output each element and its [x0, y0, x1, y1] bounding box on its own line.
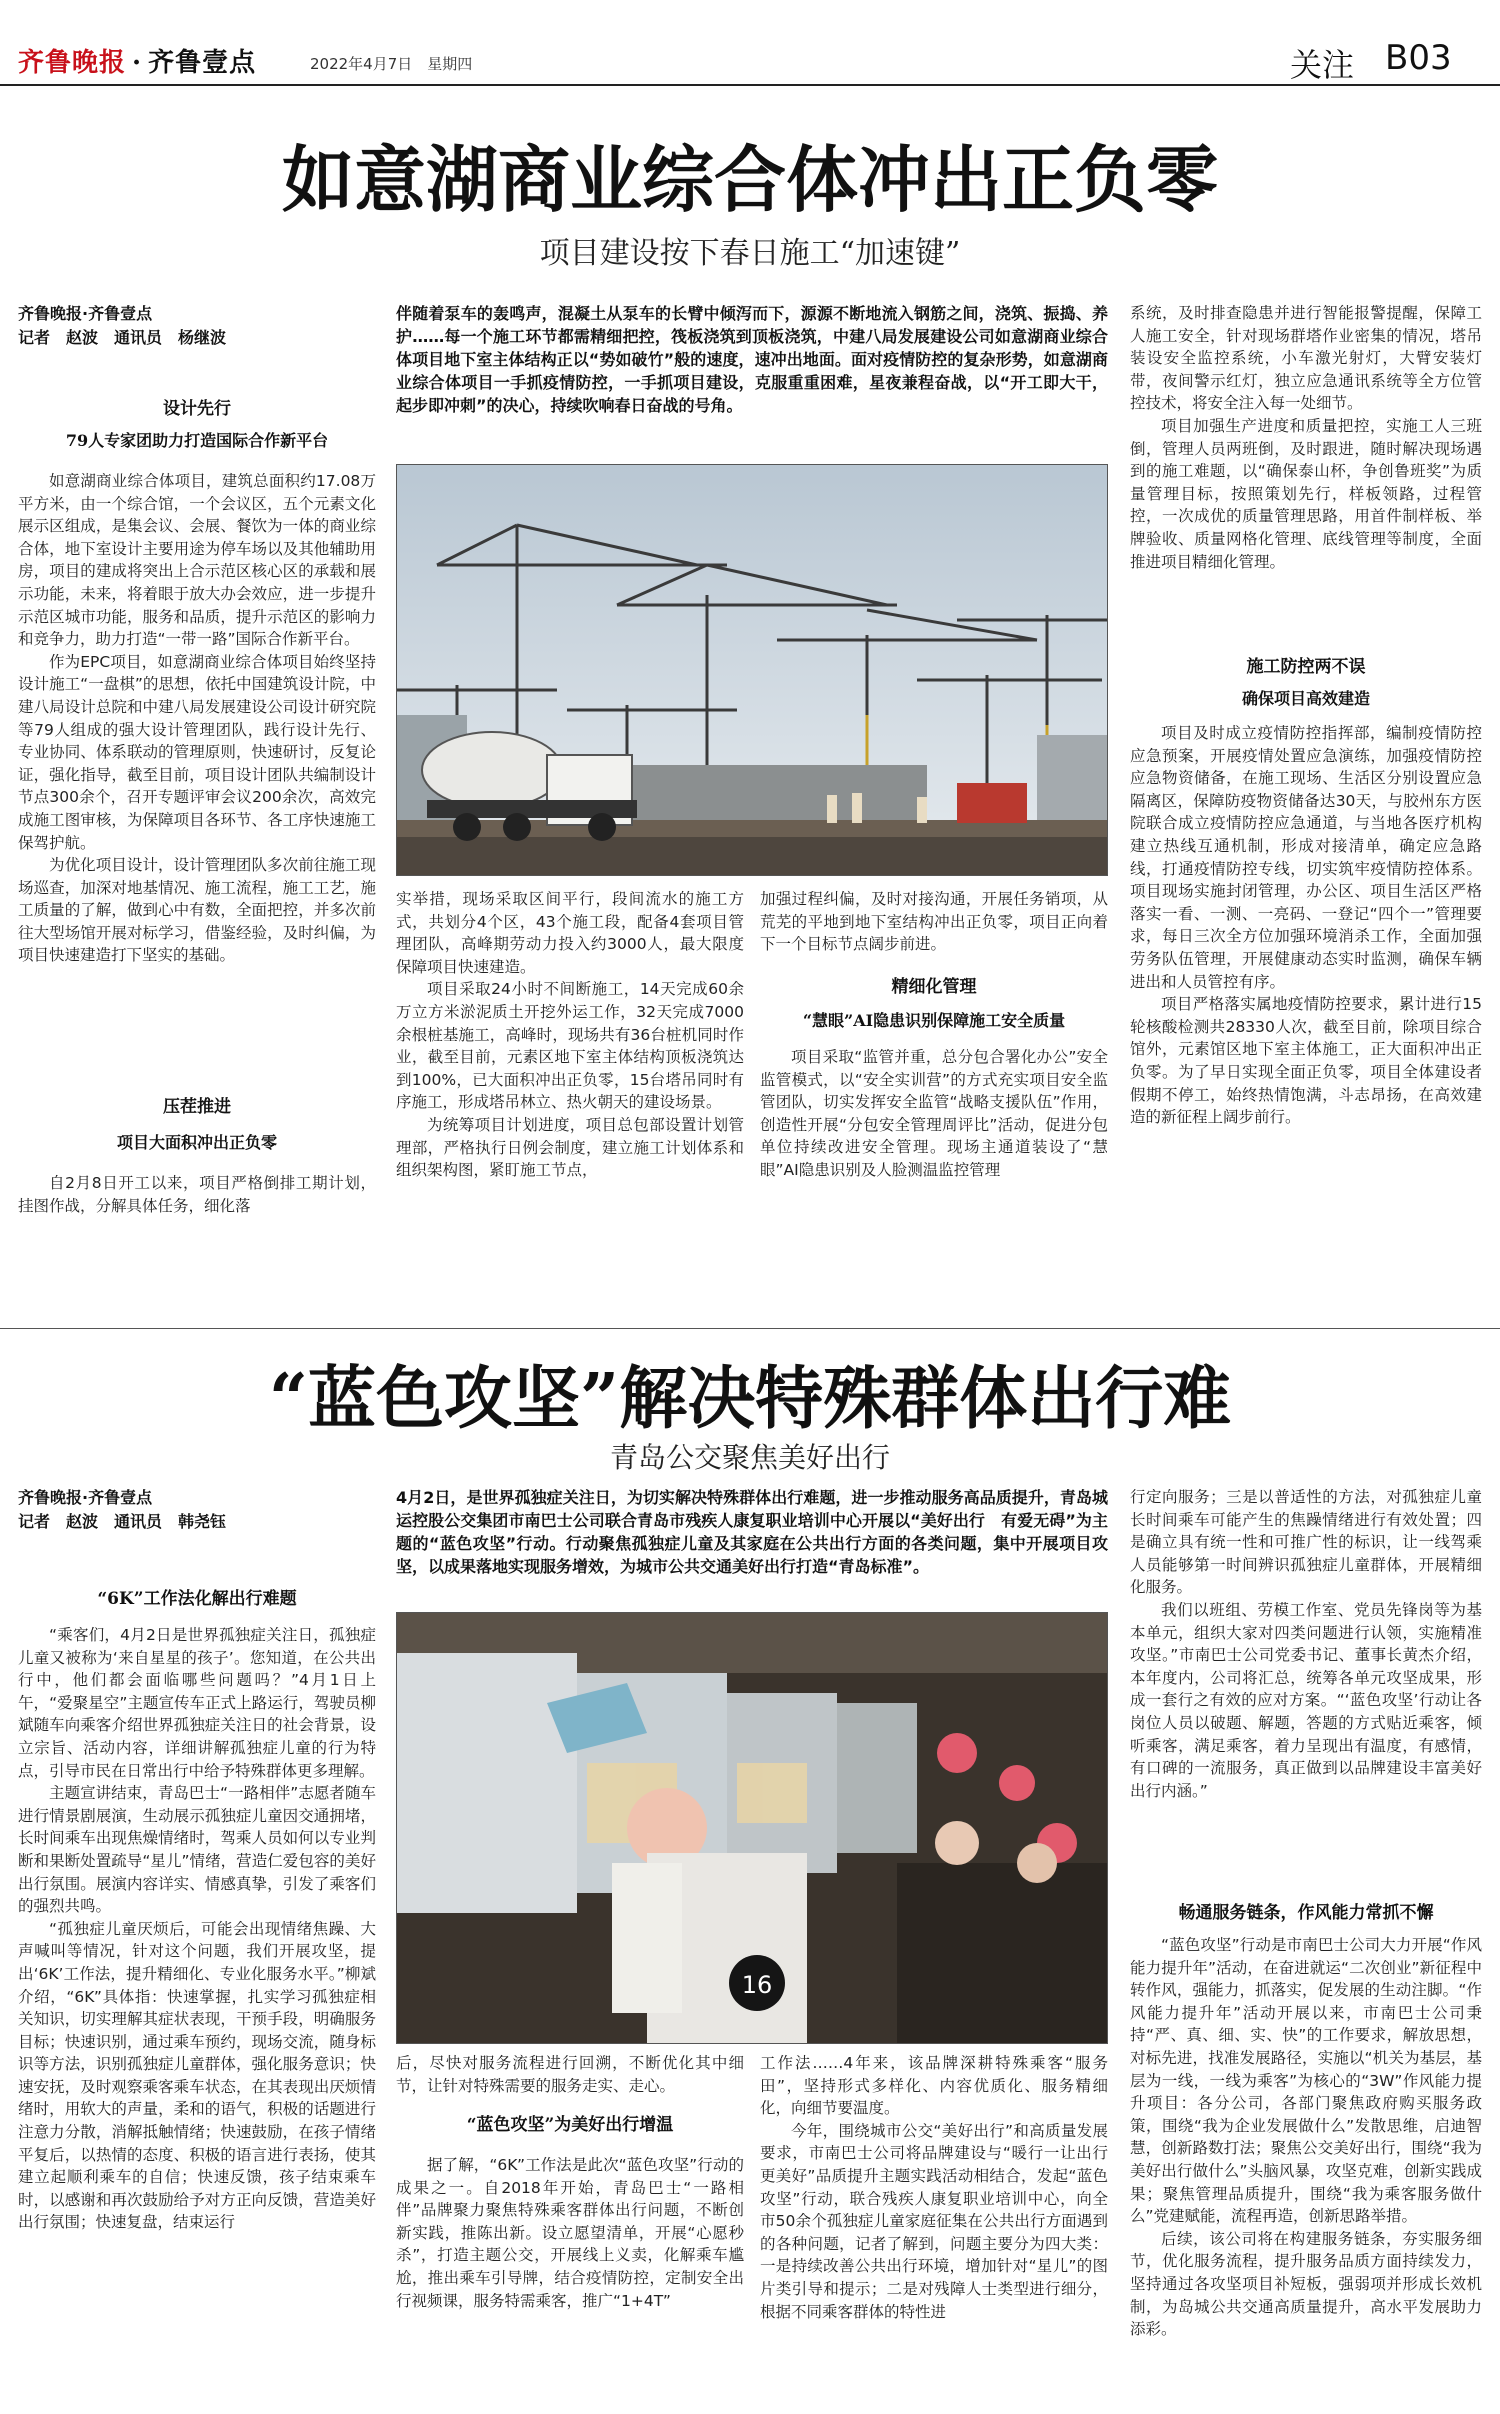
article1-sec1-subtitle: 79人专家团助力打造国际合作新平台 — [65, 431, 329, 450]
article1-column4-cont: 项目及时成立疫情防控指挥部，编制疫情防控应急预案，开展疫情处置应急演练，加强疫情防控应急物资储备，在施工现场、生活区分别设置应急隔离区，保障防疫物资储备达30天，与胶州东方医院联合成立疫情防控应急通道，与当地各医疗机构建立热线互通机制，形成对接清单，确定应急路线，打通疫情防控专线，切实筑牢疫情防控体系。项目现场实施封闭管理，办公区、项目生活区严格落实一看、一测、一亮码、一登记“四个一”管理要求，每日三次全方位加强环境消杀工作，全面加强劳务队伍管理，开展健康动态实时监测，确保车辆进出和人员管控有序。 项目严格落实属地疫情防控要求，累计进行15轮核酸检测共28330人次，截至目前，除项目综合馆外，元素馆区地下室主体施工，正大面积冲出正负零。为了早日实现全面正负零，项目全体建设者假期不停工，始终热情饱满，斗志昂扬，在高效建造的新征程上阔步前行。 — [1130, 724, 1482, 1127]
article1-column3: 加强过程纠偏，及时对接沟通，开展任务销项，从荒芜的平地到地下室结构冲出正负零，项目正向着下一个目标节点阔步前进。 — [760, 890, 1108, 954]
article2-lead: 4月2日，是世界孤独症关注日，为切实解决特殊群体出行难题，进一步推动服务高品质提升，青岛城运控股公交集团市南巴士公司联合青岛市残疾人康复职业培训中心开展以“美好出行 有爱无碍”为主题的“蓝色攻坚”行动。行动聚焦孤独症儿童及其家庭在公共出行方面的各类问题，集中开展项目攻坚，以成果落地实现服务增效，为城市公共交通美好出行打造“青岛标准”。 — [396, 1488, 1108, 1576]
article1-lead: 伴随着泵车的轰鸣声，混凝土从泵车的长臂中倾泻而下，源源不断地流入钢筋之间，浇筑、振捣、养护……每一个施工环节都需精细把控，筏板浇筑到顶板浇筑，中建八局发展建设公司如意湖商业综合体项目地下室主体结构正以“势如破竹”般的速度，速冲出地面。面对疫情防控的复杂形势，如意湖商业综合体项目一手抓疫情防控，一手抓项目建设，克服重重困难，星夜兼程奋战，以“开工即大干，起步即冲刺”的决心，持续吹响春日奋战的号角。 — [396, 304, 1108, 415]
article1-sec4-title: 施工防控两不误 — [1246, 657, 1366, 677]
article2-byline: 齐鲁晚报·齐鲁壹点 记者 赵波 通讯员 韩尧钰 — [18, 1488, 227, 1531]
page-number: B03 — [1385, 38, 1452, 78]
article1-sec4-subtitle: 确保项目高效建造 — [1241, 689, 1370, 708]
article2-column1: “乘客们，4月2日是世界孤独症关注日，孤独症儿童又被称为‘来自星星的孩子’。您知道，在公共出行中，他们都会面临哪些问题吗？”4月1日上午，“爱聚星空”主题宣传车正式上路运行，驾驶员柳斌随车向乘客介绍世界孤独症关注日的社会背景，设立宗旨、活动内容，详细讲解孤独症儿童的行为特点，引导市民在日常出行中给予特殊群体更多理解。 主题宣讲结束，青岛巴士“一路相伴”志愿者随车进行情景剧展演，生动展示孤独症儿童因交通拥堵，长时间乘车出现焦燥情绪时，驾乘人员如何以专业判断和果断处置疏导“星儿”情绪，营造仁爱包容的美好出行氛围。展演内容详实、情感真挚，引发了乘客们的强烈共鸣。 “孤独症儿童厌烦后，可能会出现情绪焦躁、大声喊叫等情况，针对这个问题，我们开展攻坚，提出‘6K’工作法，提升精细化、专业化服务水平。”柳斌介绍，“6K”具体指：快速掌握，扎实学习孤独症相关知识，切实理解其症状表现，干预手段，明确服务目标；快速识别，通过乘车预约，现场交流，随身标识等方法，识别孤独症儿童群体，强化服务意识；快速安抚，及时观察乘客乘车状态，在其表现出厌烦情绪时，用软大的声量，柔和的语气，积极的话题进行注意力分散，消解抵触情绪；快速鼓励，在孩子情绪平复后，以热情的态度、积极的语言进行表扬，使其建立起顺利乘车的自信；快速反馈，孩子结束乘车时，以感谢和再次鼓励给予对方正向反馈，营造美好出行氛围；快速复盘，结束运行 — [18, 1626, 376, 2232]
article1-column2: 实举措，现场采取区间平行，段间流水的施工方式，共划分4个区，43个施工段，配备4套项目管理团队，高峰期劳动力投入约3000人，最大限度保障项目快速建造。 项目采取24小时不间断施工，14天完成60余万立方米淤泥质土开挖外运工作，32天完成7000余根桩基施工，高峰时，现场共有36台桩机同时作业，截至目前，元素区地下室主体结构顶板浇筑达到100%，已大面积冲出正负零，15台塔吊同时有序施工，形成塔吊林立、热火朝天的建设场景。 为统筹项目计划进度，项目总包部设置计划管理部，严格执行日例会制度，建立施工计划体系和组织架构图，紧盯施工节点， — [396, 890, 744, 1180]
article2-sec2-title: “蓝色攻坚”为美好出行增温 — [466, 2115, 674, 2135]
construction-scene-icon — [397, 465, 1108, 876]
article2-column2-cont: 据了解，“6K”工作法是此次“蓝色攻坚”行动的成果之一。自2018年开始，青岛巴士“一路相伴”品牌聚力聚焦特殊乘客群体出行问题，不断创新实践，推陈出新。设立愿望清单，开展“心愿秒杀”，打造主题公交，开展线上义卖，化解乘车尴尬，推出乘车引导牌，结合疫情防控，定制安全出行视频课，服务特需乘客，推广“1+4T” — [396, 2156, 744, 2310]
section-name: 关注 — [1290, 46, 1355, 84]
bus-interior-scene-icon — [397, 1613, 1108, 2044]
issue-date: 2022年4月7日 星期四 — [310, 55, 473, 73]
article1-column1-cont: 自2月8日开工以来，项目严格倒排工期计划，挂图作战，分解具体任务，细化落 — [18, 1174, 376, 1215]
article2-column3: 工作法……4年来，该品牌深耕特殊乘客“服务田”，坚持形式多样化、内容优质化、服务精细化，向细节要温度。 今年，围绕城市公交“美好出行”和高质量发展要求，市南巴士公司将品牌建设与“暖行一让出行更美好”品质提升主题实践活动相结合，发起“蓝色攻坚”行动，联合残疾人康复职业培训中心，向全市50余个孤独症儿童家庭征集在公共出行方面遇到的各种问题，记者了解到，问题主要分为四大类：一是持续改善公共出行环境，增加针对“星儿”的图片类引导和提示；二是对残障人士类型进行细分，根据不同乘客群体的特性进 — [760, 2054, 1108, 2321]
article2-column4-cont: “蓝色攻坚”行动是市南巴士公司大力开展“作风能力提升年”活动，在奋进就运“二次创业”新征程中转作风，强能力，抓落实，促发展的生动注脚。“作风能力提升年”活动开展以来，市南巴士公司秉持“严、真、细、实、快”的工作要求，解放思想，对标先进，找准发展路径，实施以“机关为基层，基层为一线，一线为乘客”为核心的“3W”作风能力提升项目：各分公司，各部门聚焦政府购买服务政策，围绕“我为企业发展做什么”发散思维，启迪智慧，创新路数打法；聚焦公交美好出行，围绕“我为美好出行做什么”头脑风暴，攻坚克难，创新实践成果；聚焦管理品质提升，围绕“我为乘客服务做什么”党建赋能，流程再造，创新思路举措。 后续，该公司将在构建服务链条，夯实服务细节，优化服务流程，提升服务品质方面持续发力，坚持通过各攻坚项目补短板，强弱项并形成长效机制，为岛城公共交通高质量提升，高水平发展助力添彩。 — [1130, 1936, 1482, 2339]
article1-byline: 齐鲁晚报·齐鲁壹点 记者 赵波 通讯员 杨继波 — [18, 304, 227, 347]
article1-subhead: 项目建设按下春日施工“加速键” — [539, 236, 961, 271]
masthead-logo: 齐鲁晚报 · 齐鲁壹点 — [18, 48, 257, 78]
article2-column2: 后，尽快对服务流程进行回溯，不断优化其中细节，让针对特殊需要的服务走实、走心。 — [396, 2054, 744, 2095]
header-rule — [0, 84, 1500, 86]
article2-headline: “蓝色攻坚”解决特殊群体出行难 — [268, 1359, 1232, 1439]
article1-headline: 如意湖商业综合体冲出正负零 — [281, 137, 1218, 222]
article1-sec3-title: 精细化管理 — [891, 977, 977, 997]
construction-photo — [396, 464, 1108, 876]
article1-sec2-subtitle: 项目大面积冲出正负零 — [116, 1133, 277, 1152]
article1-column1: 如意湖商业综合体项目，建筑总面积约17.08万平方米，由一个综合馆，一个会议区，五个元素文化展示区组成，是集会议、会展、餐饮为一体的商业综合体，地下室设计主要用途为停车场以及其他辅助用房，项目的建成将突出上合示范区核心区的承载和展示功能，未来，将着眼于放大办会效应，进一步提升示范区城市功能，服务和品质，提升示范区的影响力和竞争力，助力打造“一带一路”国际合作新平台。 作为EPC项目，如意湖商业综合体项目始终坚持设计施工“一盘棋”的思想，依托中国建筑设计院，中建八局设计总院和中建八局发展建设公司设计研究院等79人组成的强大设计管理团队，践行设计先行、专业协同、体系联动的管理原则，快速研讨，反复论证，强化指导，截至目前，项目设计团队共编制设计节点300余个，召开专题评审会议200余次，高效完成施工图审核，为保障项目各环节、各工序快速施工保驾护航。 为优化项目设计，设计管理团队多次前往施工现场巡查，加深对地基情况、施工流程，施工工艺，施工质量的了解，做到心中有数，全面把控，并多次前往大型场馆开展对标学习，借鉴经验，及时纠偏，为项目快速建造打下坚实的基础。 — [18, 472, 376, 965]
article2-column4: 行定向服务；三是以普适性的方法，对孤独症儿童长时间乘车可能产生的焦躁情绪进行有效处置；四是确立具有统一性和可推广性的标识，让一线驾乘人员能够第一时间辨识孤独症儿童群体，开展精细化服务。 我们以班组、劳模工作室、党员先锋岗等为基本单元，组织大家对四类问题进行认领，实施精准攻坚。”市南巴士公司党委书记、董事长黄杰介绍，本年度内，公司将汇总，统筹各单元攻坚成果，形成一套行之有效的应对方案。“‘蓝色攻坚’行动让各岗位人员以破题、解题，答题的方式贴近乘客，倾听乘客，满足乘客，着力呈现出有温度，有感情，有口碑的一流服务，真正做到以品牌建设丰富美好出行内涵。” — [1130, 1488, 1482, 1800]
article1-sec1-title: 设计先行 — [163, 399, 231, 419]
article1-column3-cont: 项目采取“监管并重，总分包合署化办公”安全监管模式，以“安全实训营”的方式充实项目安全监管团队，切实发挥安全监管“战略支援队伍”作用，创造性开展“分包安全管理周评比”活动，促进分包单位持续改进安全管理。现场主通道装设了“慧眼”AI隐患识别及人脸测温监控管理 — [760, 1048, 1108, 1179]
bus-photo — [396, 1612, 1108, 2044]
article2-sec3-title: 畅通服务链条，作风能力常抓不懈 — [1178, 1903, 1434, 1923]
article-divider — [0, 1328, 1500, 1329]
article1-sec2-title: 压茬推进 — [163, 1097, 231, 1117]
article2-sec1-title: “6K”工作法化解出行难题 — [97, 1589, 297, 1609]
article2-subhead: 青岛公交聚焦美好出行 — [609, 1441, 890, 1474]
svg-text:16: 16 — [741, 1971, 773, 1999]
article1-sec3-subtitle: “慧眼”AI隐患识别保障施工安全质量 — [802, 1011, 1066, 1030]
article1-column4: 系统，及时排查隐患并进行智能报警提醒，保障工人施工安全，针对现场群塔作业密集的情况，塔吊装设安全监控系统，小车激光射灯，大臂安装灯带，夜间警示红灯，独立应急通讯系统等全方位管控技术，将安全注入每一处细节。 项目加强生产进度和质量把控，实施工人三班倒，管理人员两班倒，及时跟进，随时解决现场遇到的施工难题，以“确保泰山杯，争创鲁班奖”为质量管理目标，按照策划先行，样板领路，过程管控，一次成优的质量管理思路，用首件制样板、举牌验收、质量网格化管理、底线管理等制度，全面推进项目精细化管理。 — [1130, 304, 1482, 571]
